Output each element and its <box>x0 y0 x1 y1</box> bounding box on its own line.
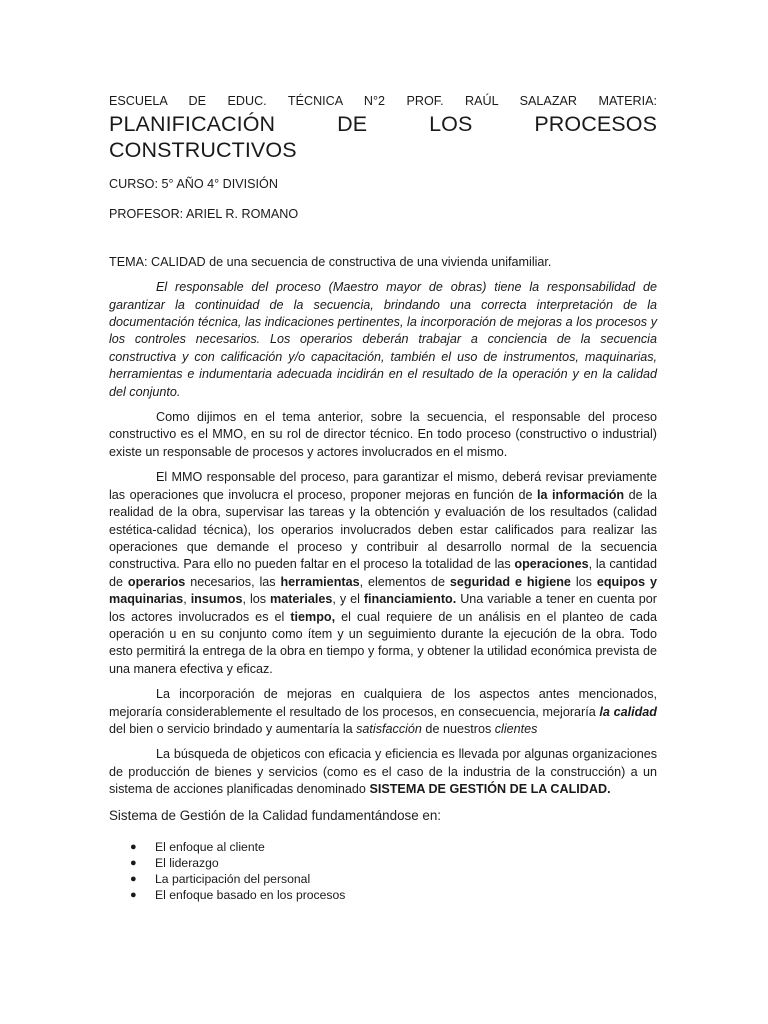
profesor-line: PROFESOR: ARIEL R. ROMANO <box>109 207 299 222</box>
list-item: ● El enfoque al cliente <box>130 839 265 854</box>
bullet-icon: ● <box>130 872 137 885</box>
list-item: ● El liderazgo <box>130 855 219 870</box>
paragraph-4: La incorporación de mejoras en cualquiera de los aspectos antes mencionados, mejoraría considerablemente el resultado de los procesos, en consecuencia, mejoraría la calidad del bien o servicio brindado y aumentaría la satisfacción de nuestros clientes <box>109 687 657 736</box>
bullet-icon: ● <box>130 888 137 901</box>
bullet-icon: ● <box>130 856 137 869</box>
header-word: ESCUELA <box>109 94 168 108</box>
paragraph-5: La búsqueda de objeticos con eficacia y eficiencia es llevada por algunas organizaciones de producción de bienes y servicios (como es el caso de la industria de la construcción) a un sistema de acciones planificadas denominado SISTEMA DE GESTIÓN DE LA CALIDAD. <box>109 747 657 797</box>
header-word: PROF. <box>406 94 444 108</box>
fundamentals-list <box>109 839 657 903</box>
curso-line: CURSO: 5° AÑO 4° DIVISIÓN <box>109 177 278 191</box>
header-word: RAÚL <box>465 94 499 108</box>
school-header <box>109 93 657 111</box>
subject-title-line2: CONSTRUCTIVOS <box>109 138 297 162</box>
list-item: ● La participación del personal <box>130 871 311 886</box>
tema-line: TEMA: CALIDAD de una secuencia de constructiva de una vivienda unifamiliar. <box>109 254 552 269</box>
subject-title-line1 <box>109 111 657 137</box>
header-word: EDUC. <box>227 94 267 108</box>
paragraph-3: El MMO responsable del proceso, para garantizar el mismo, deberá revisar previamente las operaciones que involucra el proceso, proponer mejoras en función de la información de la realidad de la obra, supervisar las tareas y la obtención y evaluación de los resultados (calidad estética-calidad técnica), los operarios involucrados deben estar calificados para realizar las operaciones que demande el proceso y contribuir al desarrollo normal de la secuencia constructiva. Para ello no pueden faltar en el proceso la totalidad de las operaciones, la cantidad de operarios necesarios, las herramientas, elementos de seguridad e higiene los equipos y maquinarias, insumos, los materiales, y el financiamiento. Una variable a tener en cuenta por los actores involucrados es el tiempo, el cual requiere de un análisis en el planteo de cada operación u en su conjunto como ítem y un seguimiento durante la ejecución de la obra. Todo esto permitirá la entrega de la obra en tiempo y forma, y obtener la utilidad económica prevista de una manera efectiva y eficaz. <box>109 470 658 676</box>
list-item: ● El enfoque basado en los procesos <box>130 887 346 902</box>
bullet-icon: ● <box>130 840 137 853</box>
subject-word: PROCESOS <box>534 112 658 136</box>
paragraph-1: El responsable del proceso (Maestro mayor de obras) tiene la responsabilidad de garantizar la continuidad de la secuencia, brindando una correcta interpretación de la documentación técnica, las indicaciones pertinentes, la incorporación de mejoras a los procesos y los controles necesarios. Los operarios deberán trabajar a conciencia de la secuencia constructiva y con calificación y/o capacitación, también el uso de instrumentos, maquinarias, herramientas e indumentaria adecuada incidirán en el resultado de la operación y en la calidad del conjunto. <box>109 280 657 399</box>
header-word: TÉCNICA <box>287 94 343 108</box>
header-word: SALAZAR <box>519 94 578 108</box>
subject-word: DE <box>337 112 368 136</box>
subject-word: LOS <box>429 112 473 136</box>
header-word: N°2 <box>363 94 386 108</box>
document-page <box>109 93 657 903</box>
header-word: MATERIA: <box>598 94 657 108</box>
header-word: DE <box>188 94 207 108</box>
subject-word: PLANIFICACIÓN <box>109 112 276 136</box>
sistema-heading: Sistema de Gestión de la Calidad fundamentándose en: <box>109 807 442 823</box>
paragraph-2: Como dijimos en el tema anterior, sobre la secuencia, el responsable del proceso constructivo es el MMO, en su rol de director técnico. En todo proceso (constructivo o industrial) existe un responsable de procesos y actores involucrados en el mismo. <box>109 410 657 459</box>
